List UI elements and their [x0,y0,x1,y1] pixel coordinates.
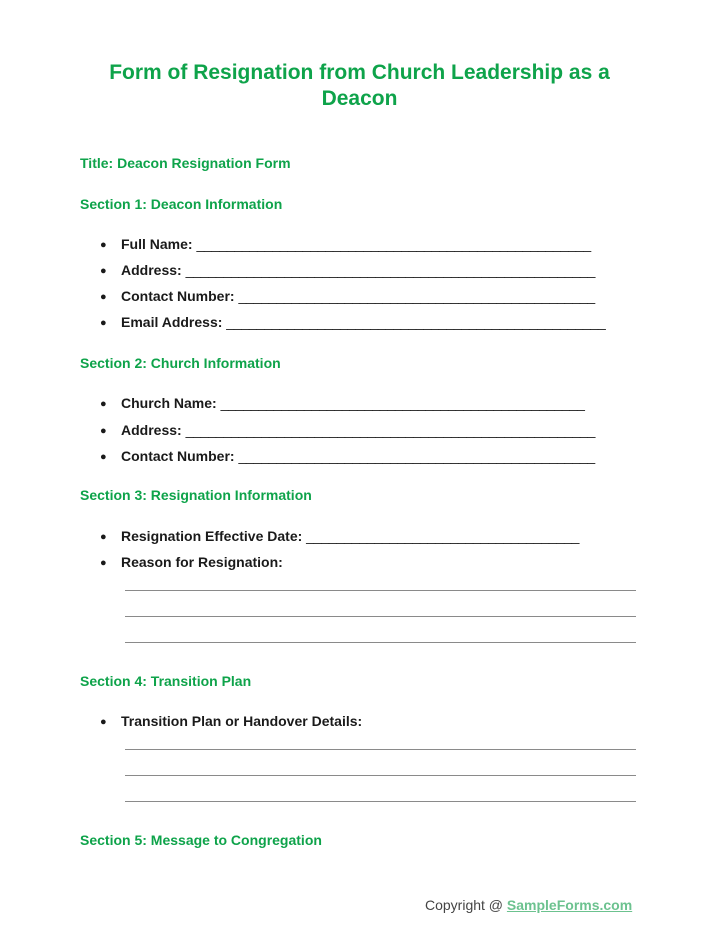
bullet-icon: ● [100,239,107,251]
field-blank[interactable]: ____________________________________ [306,528,580,544]
field-contact-number[interactable] [100,287,595,306]
field-church-address[interactable] [100,421,595,440]
field-label: Address: [121,262,182,278]
field-label: Reason for Resignation: [121,554,283,570]
section-4-heading: Section 4: Transition Plan [80,673,252,689]
field-label: Contact Number: [121,288,235,304]
field-label: Transition Plan or Handover Details: [121,713,363,729]
bullet-icon: ● [100,317,107,329]
reason-line-2[interactable] [125,616,636,617]
transition-line-1[interactable] [125,749,636,750]
bullet-icon: ● [100,398,107,410]
transition-line-3[interactable] [125,801,636,802]
field-label: Resignation Effective Date: [121,528,303,544]
field-reason-for-resignation [100,553,283,572]
field-label: Address: [121,422,182,438]
field-full-name[interactable] [100,235,591,254]
field-email-address[interactable] [100,313,606,332]
document-title-line-2: Deacon [321,87,398,110]
sampleforms-link[interactable]: SampleForms.com [506,897,633,913]
section-2-heading: Section 2: Church Information [80,355,281,371]
field-resignation-effective-date[interactable] [100,527,579,546]
bullet-icon: ● [100,557,107,569]
field-blank[interactable]: __________________________________________________ [226,314,606,330]
copyright-footer [425,897,632,913]
section-5-heading: Section 5: Message to Congregation [80,832,322,848]
copyright-text: Copyright @ [425,897,507,913]
field-label: Church Name: [121,395,217,411]
field-label: Email Address: [121,314,223,330]
bullet-icon: ● [100,451,107,463]
reason-line-1[interactable] [125,590,636,591]
bullet-icon: ● [100,531,107,543]
field-label: Contact Number: [121,448,235,464]
section-1-heading: Section 1: Deacon Information [80,196,283,212]
field-transition-plan [100,712,362,731]
field-blank[interactable]: ______________________________________________________ [185,262,596,278]
bullet-icon: ● [100,291,107,303]
bullet-icon: ● [100,265,107,277]
field-church-contact-number[interactable] [100,447,595,466]
field-blank[interactable]: _______________________________________________ [238,288,596,304]
bullet-icon: ● [100,716,107,728]
document-title [90,60,629,112]
field-label: Full Name: [121,236,193,252]
bullet-icon: ● [100,425,107,437]
field-blank[interactable]: ______________________________________________________ [185,422,596,438]
field-blank[interactable]: ____________________________________________________ [196,236,591,252]
transition-line-2[interactable] [125,775,636,776]
document-title-line-1: Form of Resignation from Church Leadership as a [109,61,610,84]
section-3-heading: Section 3: Resignation Information [80,487,312,503]
form-title: Title: Deacon Resignation Form [80,155,291,171]
field-address[interactable] [100,261,595,280]
field-blank[interactable]: _______________________________________________ [238,448,596,464]
field-blank[interactable]: ________________________________________________ [220,395,585,411]
reason-line-3[interactable] [125,642,636,643]
field-church-name[interactable] [100,394,585,413]
